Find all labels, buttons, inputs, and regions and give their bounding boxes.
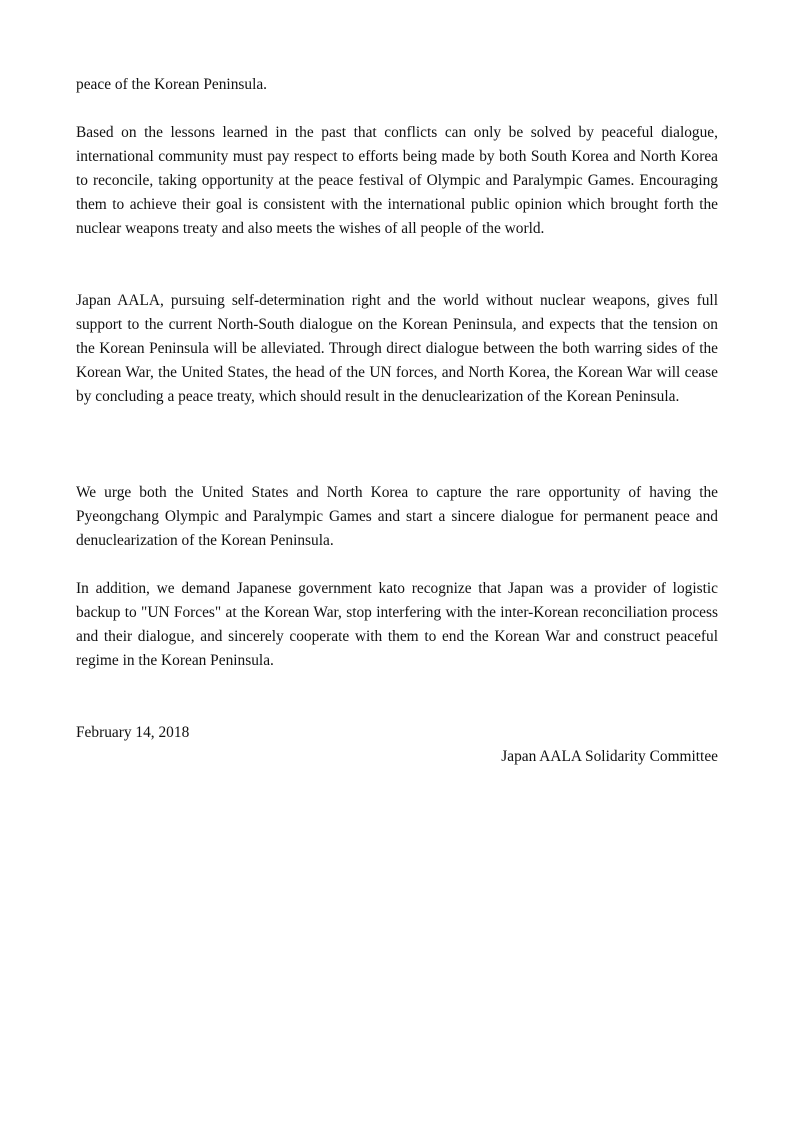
paragraph-demand-japanese-government: In addition, we demand Japanese government kato recognize that Japan was a provider of logistic backup to "UN Forces" at the Korean War, stop interfering with the inter-Korean reconciliation process and their dialogue, and sincerely cooperate with them to end the Korean War and construct peaceful regime in the Korean Peninsula.	[76, 580, 718, 669]
paragraph-peaceful-dialogue: Based on the lessons learned in the past that conflicts can only be solved by peaceful dialogue, international community must pay respect to efforts being made by both South Korea and North Korea to reconcile, taking opportunity at the peace festival of Olympic and Paralympic Games. Encouraging them to achieve their goal is consistent with the international public opinion which brought forth the nuclear weapons treaty and also meets the wishes of all people of the world.	[76, 124, 718, 237]
paragraph-urge-dialogue: We urge both the United States and North Korea to capture the rare opportunity of having the Pyeongchang Olympic and Paralympic Games and start a sincere dialogue for permanent peace and denuclearization of the Korean Peninsula.	[76, 484, 718, 549]
paragraph-continuation: peace of the Korean Peninsula.	[76, 76, 268, 93]
signature: Japan AALA Solidarity Committee	[501, 748, 718, 765]
document-date: February 14, 2018	[76, 724, 190, 741]
paragraph-japan-aala-support: Japan AALA, pursuing self-determination right and the world without nuclear weapons, gives full support to the current North-South dialogue on the Korean Peninsula, and expects that the tension on the Korean Peninsula will be alleviated. Through direct dialogue between the both warring sides of the Korean War, the United States, the head of the UN forces, and North Korea, the Korean War will cease by concluding a peace treaty, which should result in the denuclearization of the Korean Peninsula.	[76, 292, 718, 405]
